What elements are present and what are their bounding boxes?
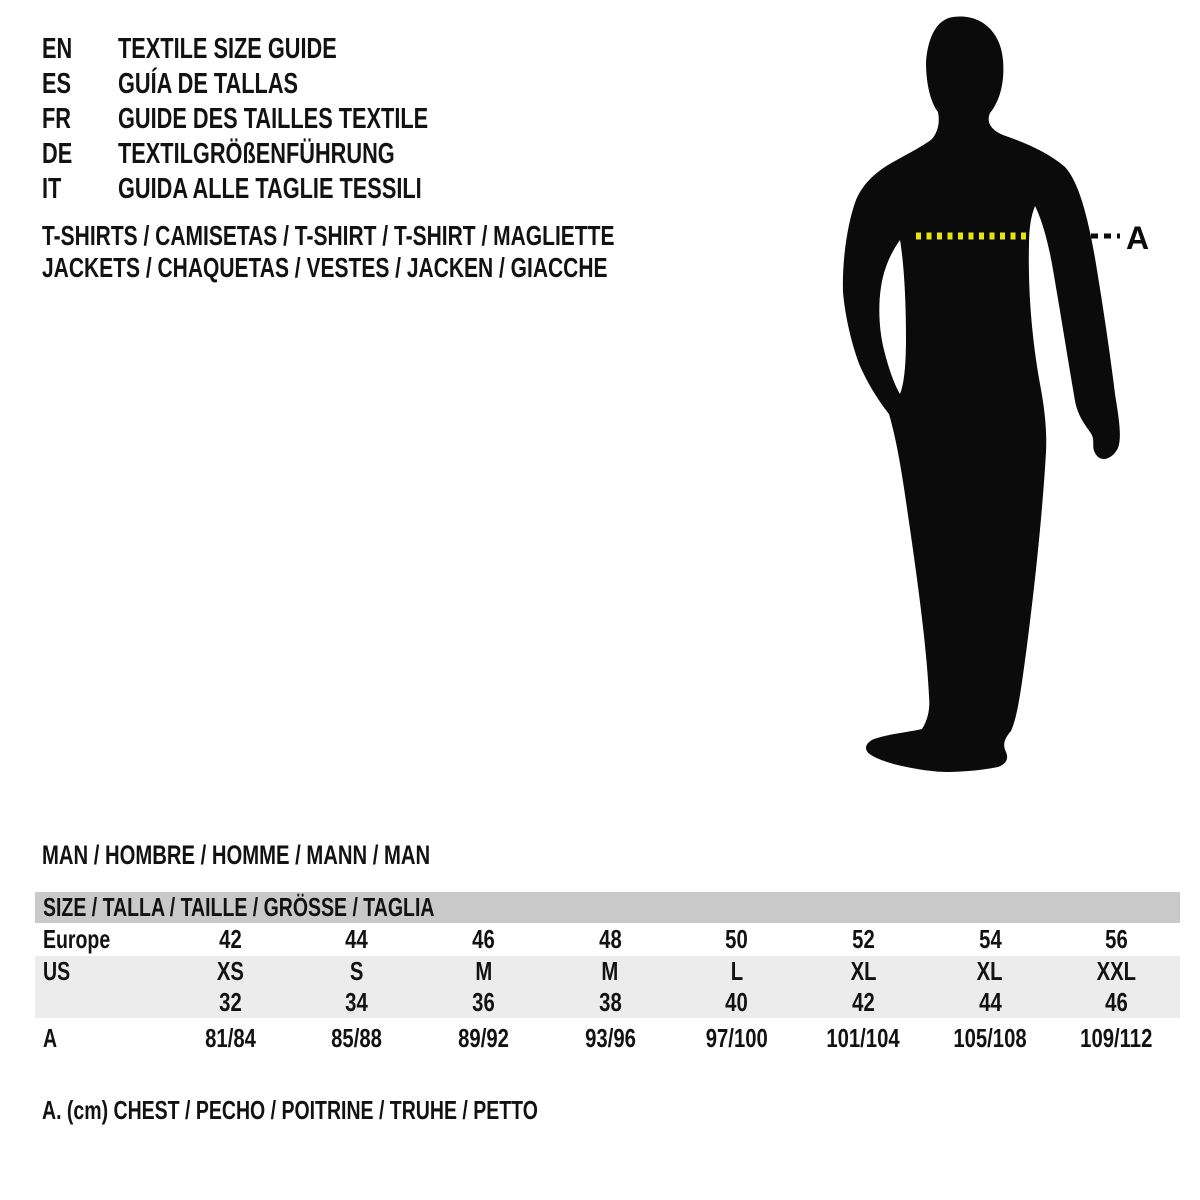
section-title-man: MAN / HOMBRE / HOMME / MANN / MAN — [42, 840, 431, 870]
size-table-header-label: SIZE / TALLA / TAILLE / GRÖSSE / TAGLIA — [43, 892, 435, 922]
category-line-tshirts: T-SHIRTS / CAMISETAS / T-SHIRT / T-SHIRT / MAGLIETTE — [42, 220, 615, 251]
size-cell: 89/92 — [458, 1022, 509, 1053]
size-cell: 42 — [219, 924, 242, 954]
size-cell: 52 — [852, 924, 875, 954]
size-table — [35, 892, 1180, 1058]
size-cell: XS — [216, 956, 244, 986]
language-title: TEXTILE SIZE GUIDE — [118, 33, 337, 65]
size-cell: 34 — [345, 987, 369, 1017]
size-cell: XL — [850, 956, 877, 986]
size-cell: M — [475, 956, 493, 986]
size-cell: M — [601, 956, 619, 986]
size-cell: S — [350, 956, 364, 986]
category-line-jackets: JACKETS / CHAQUETAS / VESTES / JACKEN / GIACCHE — [42, 252, 608, 283]
size-cell: 109/112 — [1080, 1022, 1153, 1053]
size-cell: XL — [977, 956, 1004, 986]
size-cell: 93/96 — [584, 1022, 636, 1053]
size-cell: 36 — [472, 987, 495, 1017]
size-cell: 56 — [1105, 924, 1128, 954]
size-cell: 50 — [725, 924, 749, 954]
size-cell: 48 — [598, 924, 622, 954]
language-code: ES — [42, 68, 72, 100]
size-cell: 54 — [978, 924, 1002, 954]
size-cell: 42 — [852, 987, 875, 1017]
language-title: GUÍA DE TALLAS — [118, 68, 299, 100]
language-title: TEXTILGRÖßENFÜHRUNG — [118, 138, 395, 170]
size-cell: 46 — [472, 924, 495, 954]
table-row-us — [35, 956, 1180, 987]
language-title: GUIDA ALLE TAGLIE TESSILI — [118, 173, 422, 205]
size-table-header-row — [35, 892, 1180, 923]
language-code: FR — [42, 103, 72, 135]
table-row-numeric — [35, 987, 1180, 1018]
size-cell: 32 — [219, 987, 242, 1017]
measurement-label-a: A — [1126, 220, 1150, 256]
size-cell: 40 — [725, 987, 749, 1017]
size-cell: 46 — [1105, 987, 1128, 1017]
row-label: Europe — [43, 924, 111, 954]
size-cell: 101/104 — [826, 1022, 901, 1053]
language-code: IT — [42, 173, 62, 205]
language-code: DE — [42, 138, 73, 170]
size-cell: 97/100 — [705, 1022, 768, 1053]
size-cell: 105/108 — [953, 1022, 1027, 1053]
table-row-europe — [35, 923, 1180, 956]
size-cell: 44 — [978, 987, 1002, 1017]
size-cell: 81/84 — [204, 1022, 256, 1053]
size-cell: 38 — [598, 987, 622, 1017]
language-code: EN — [42, 33, 73, 65]
row-label: US — [43, 956, 71, 986]
measurement-footnote: A. (cm) CHEST / PECHO / POITRINE / TRUHE / PETTO — [42, 1095, 538, 1125]
size-cell: XXL — [1096, 956, 1137, 986]
size-cell: 44 — [345, 924, 369, 954]
table-row-chest-a — [35, 1018, 1180, 1058]
language-title: GUIDE DES TAILLES TEXTILE — [118, 103, 429, 135]
silhouette-body-path — [843, 16, 1120, 771]
row-label: A — [43, 1022, 58, 1053]
size-cell: L — [730, 956, 744, 986]
size-cell: 85/88 — [331, 1022, 383, 1053]
